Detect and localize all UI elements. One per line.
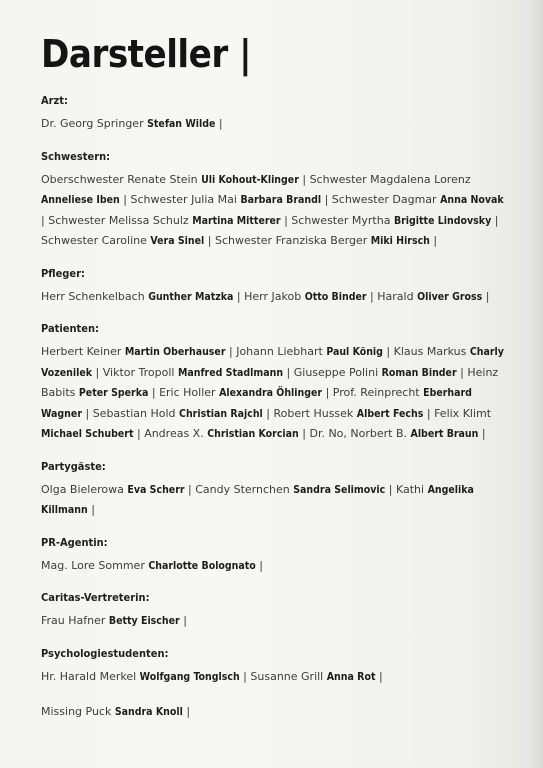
role-name: Dr. Georg Springer [41, 117, 144, 130]
role-name: Sebastian Hold [92, 406, 176, 420]
role-name: Schwester Magdalena Lorenz [309, 172, 471, 186]
actor-name: Alexandra Öhlinger [219, 387, 323, 399]
actor-name: Anna Novak [440, 194, 504, 206]
section-heading: Psychologiestudenten: [41, 646, 169, 660]
role-name: Schwester Franziska Berger [214, 234, 368, 247]
role-name: Herbert Keiner [41, 345, 122, 358]
actor-name: Oliver Gross [417, 290, 483, 303]
entry-separator: | [491, 213, 499, 227]
entry-separator: | [233, 289, 241, 303]
section-heading: Pfleger: [41, 266, 85, 280]
role-name: Robert Hussek [273, 406, 354, 420]
entry-separator: | [148, 386, 156, 399]
cast-section-misc [41, 702, 506, 723]
actor-name: Charly Vozenilek [41, 346, 504, 379]
role-name: Candy Sternchen [195, 482, 290, 496]
role-name: Harald [377, 289, 414, 303]
actor-name: Michael Schubert [41, 428, 134, 440]
role-name: Mag. Lore Sommer [41, 558, 145, 572]
actor-name: Sandra Selimovic [293, 483, 386, 496]
entry-separator: | [215, 117, 223, 130]
section-heading: PR-Agentin: [41, 535, 108, 549]
entry-separator: | [429, 234, 438, 247]
cast-section-pfleger [41, 267, 506, 308]
actor-name: Eberhard Wagner [41, 387, 472, 420]
role-name: Hr. Harald Merkel [41, 669, 137, 683]
actor-name: Miki Hirsch [370, 235, 430, 247]
actor-name: Paul König [326, 346, 383, 358]
page-title: Darsteller | [41, 32, 252, 76]
actor-name: Martin Oberhauser [124, 346, 226, 358]
cast-section-patienten [41, 322, 506, 445]
entry-separator: | [87, 503, 95, 516]
actor-name: Barbara Brandl [240, 194, 322, 206]
role-name: Olga Bielerowa [41, 482, 124, 496]
cast-entries [41, 170, 506, 252]
role-name: Giuseppe Polini [293, 365, 379, 379]
entry-separator: | [456, 365, 464, 379]
actor-name: Christian Korcian [207, 428, 299, 440]
entry-separator: | [298, 172, 307, 186]
role-name: Susanne Grill [250, 669, 324, 683]
cast-entries [41, 667, 506, 688]
entry-separator: | [321, 193, 329, 206]
role-name: Johann Liebhart [236, 345, 323, 358]
actor-name: Uli Kohout-Klinger [201, 173, 299, 186]
actor-name: Vera Sinel [150, 235, 205, 247]
cast-entries [41, 480, 506, 521]
actor-name: Manfred Stadlmann [177, 366, 284, 379]
cast-section-arzt [41, 94, 506, 135]
cast-entries [41, 702, 506, 723]
section-heading: Patienten: [41, 322, 99, 335]
cast-entries [41, 342, 506, 445]
cast-entries [41, 114, 506, 135]
cast-entries [41, 287, 506, 308]
actor-name: Martina Mitterer [192, 214, 281, 227]
entry-separator: | [41, 213, 45, 227]
role-name: Schwester Melissa Schulz [48, 213, 189, 227]
actor-name: Christian Rajchl [179, 407, 263, 420]
entry-separator: | [262, 406, 270, 420]
role-name: Viktor Tropoll [102, 365, 175, 379]
role-name: Klaus Markus [393, 345, 467, 358]
entry-separator: | [204, 234, 212, 247]
section-heading: Caritas-Vertreterin: [41, 591, 150, 604]
actor-name: Brigitte Lindovsky [393, 214, 492, 227]
role-name: Andreas X. [144, 427, 204, 440]
entry-separator: | [255, 558, 263, 572]
role-name: Herr Jakob [244, 289, 302, 303]
cast-list [41, 94, 506, 738]
role-name: Schwester Caroline [41, 234, 147, 247]
role-name: Kathi [395, 482, 425, 496]
entry-separator: | [133, 427, 141, 440]
entry-separator: | [239, 669, 247, 683]
role-name: Missing Puck [41, 705, 112, 718]
entry-separator: | [280, 213, 288, 227]
cast-section-pr-agentin [41, 536, 506, 577]
role-name: Heinz Babits [41, 365, 499, 399]
entry-separator: | [382, 345, 391, 358]
actor-name: Anneliese Iben [41, 194, 120, 206]
role-name: Herr Schenkelbach [41, 289, 145, 303]
actor-name: Sandra Knoll [114, 706, 183, 718]
cast-entries [41, 611, 506, 632]
entry-separator: | [366, 289, 374, 303]
role-name: Schwester Dagmar [331, 193, 437, 206]
actor-name: Otto Binder [304, 290, 367, 303]
cast-section-psychologiestudenten [41, 647, 506, 688]
actor-name: Gunther Matzka [148, 290, 234, 303]
role-name: Eric Holler [159, 386, 216, 399]
entry-separator: | [423, 406, 431, 420]
cast-section-schwestern [41, 150, 506, 252]
role-name: Schwester Julia Mai [130, 193, 237, 206]
actor-name: Wolfgang Tonglsch [139, 670, 240, 683]
entry-separator: | [225, 345, 233, 358]
page-edge-shadow [528, 0, 543, 768]
actor-name: Roman Binder [381, 366, 457, 379]
role-name: Dr. No, Norbert B. [309, 427, 408, 440]
cast-section-partygäste [41, 460, 506, 521]
role-name: Frau Hafner [41, 614, 106, 627]
role-name: Schwester Myrtha [291, 213, 391, 227]
actor-name: Albert Braun [410, 428, 479, 440]
entry-separator: | [322, 386, 330, 399]
role-name: Oberschwester Renate Stein [41, 172, 198, 186]
entry-separator: | [179, 614, 187, 627]
section-heading: Schwestern: [41, 149, 111, 163]
actor-name: Angelika Killmann [41, 483, 474, 516]
actor-name: Betty Eischer [108, 615, 180, 627]
actor-name: Peter Sperka [78, 387, 149, 399]
entry-separator: | [184, 482, 192, 496]
actor-name: Stefan Wilde [147, 118, 216, 130]
role-name: Felix Klimt [434, 406, 492, 420]
role-name: Prof. Reinprecht [332, 386, 420, 399]
entry-separator: | [385, 482, 393, 496]
entry-separator: | [482, 289, 490, 303]
entry-separator: | [182, 705, 191, 718]
actor-name: Eva Scherr [127, 483, 185, 496]
entry-separator: | [283, 365, 291, 379]
entry-separator: | [92, 365, 100, 379]
cast-section-caritas-vertreterin [41, 591, 506, 632]
actor-name: Charlotte Bolognato [148, 559, 256, 572]
section-heading: Partygäste: [41, 459, 106, 473]
entry-separator: | [375, 669, 383, 683]
cast-entries [41, 556, 506, 577]
section-heading: Arzt: [41, 94, 68, 107]
entry-separator: | [478, 427, 486, 440]
entry-separator: | [119, 193, 127, 206]
actor-name: Anna Rot [326, 670, 376, 683]
actor-name: Albert Fechs [356, 407, 424, 420]
entry-separator: | [81, 406, 90, 420]
entry-separator: | [298, 427, 306, 440]
